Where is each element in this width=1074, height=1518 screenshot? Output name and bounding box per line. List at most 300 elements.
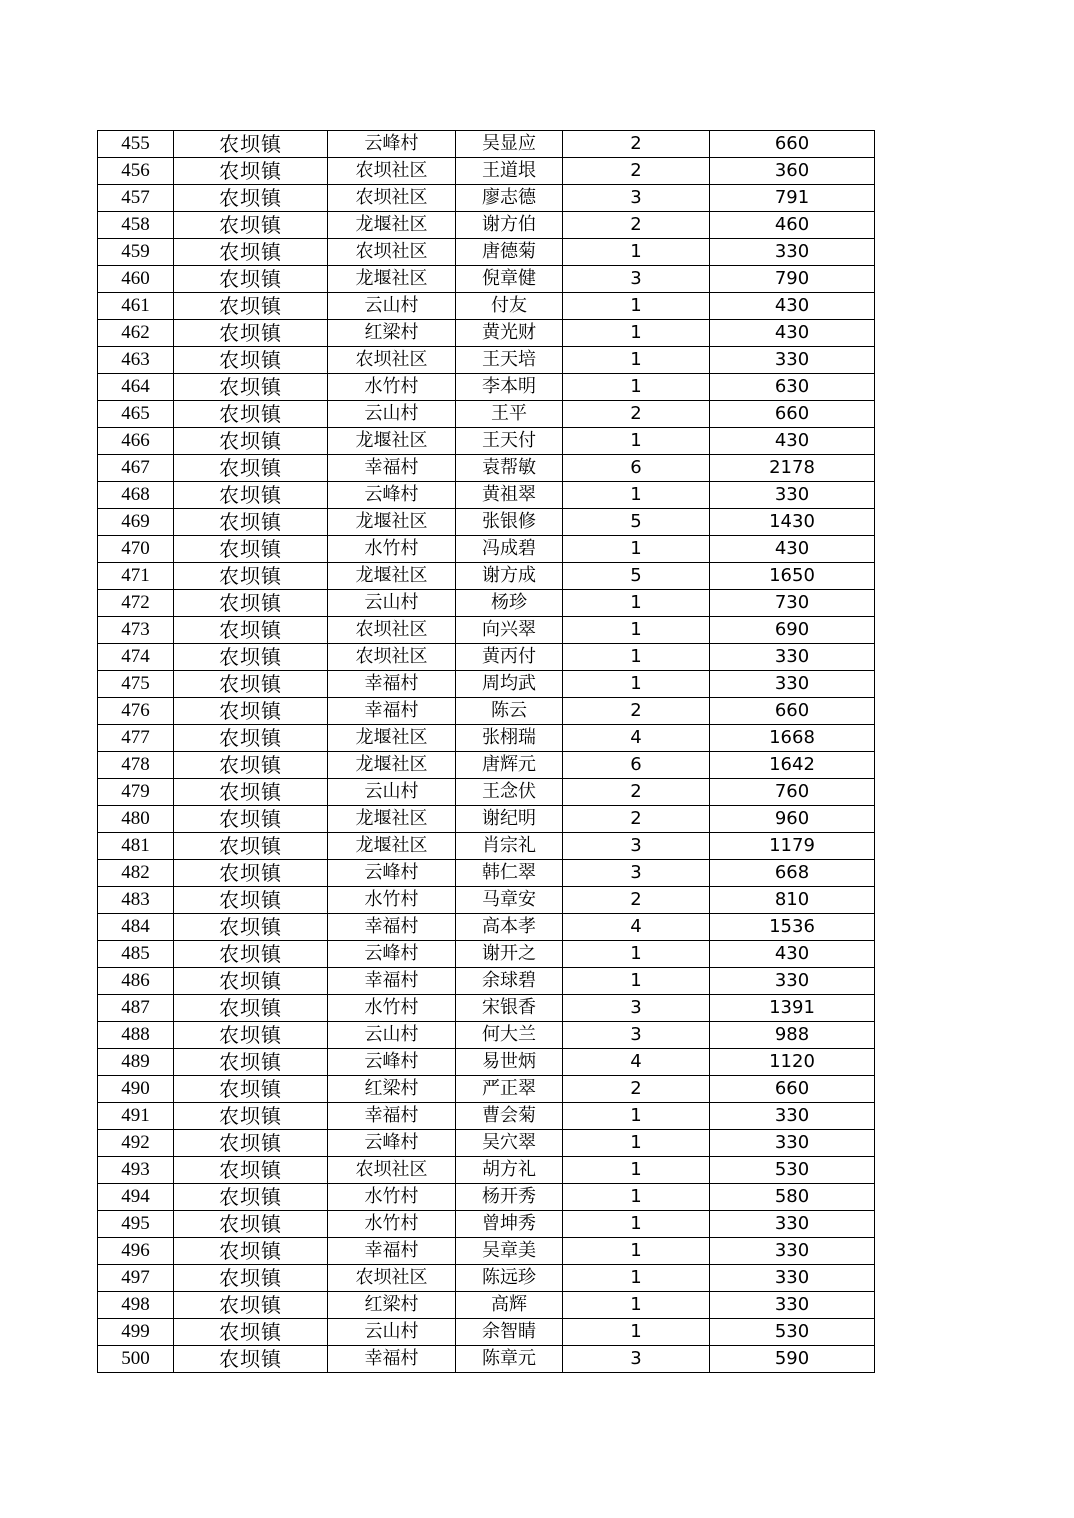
table-row xyxy=(98,1022,875,1049)
row-number-cell: 457 xyxy=(98,185,174,212)
amount-cell: 330 xyxy=(710,968,875,995)
household-count-cell: 1 xyxy=(563,1265,710,1292)
table-row xyxy=(98,1130,875,1157)
amount-cell: 668 xyxy=(710,860,875,887)
village-cell: 龙堰社区 xyxy=(328,428,456,455)
table-row xyxy=(98,293,875,320)
village-cell: 水竹村 xyxy=(328,995,456,1022)
village-cell: 农坝社区 xyxy=(328,239,456,266)
row-number-cell: 455 xyxy=(98,131,174,158)
village-cell: 幸福村 xyxy=(328,455,456,482)
town-cell: 农坝镇 xyxy=(174,212,328,239)
name-cell: 李本明 xyxy=(456,374,563,401)
roster-table-body xyxy=(98,131,875,1373)
row-number-cell: 484 xyxy=(98,914,174,941)
table-row xyxy=(98,266,875,293)
name-cell: 马章安 xyxy=(456,887,563,914)
name-cell: 吴章美 xyxy=(456,1238,563,1265)
village-cell: 水竹村 xyxy=(328,374,456,401)
name-cell: 余智睛 xyxy=(456,1319,563,1346)
name-cell: 谢开之 xyxy=(456,941,563,968)
row-number-cell: 477 xyxy=(98,725,174,752)
table-row xyxy=(98,428,875,455)
name-cell: 余球碧 xyxy=(456,968,563,995)
village-cell: 水竹村 xyxy=(328,1211,456,1238)
name-cell: 王天付 xyxy=(456,428,563,455)
amount-cell: 760 xyxy=(710,779,875,806)
amount-cell: 1120 xyxy=(710,1049,875,1076)
town-cell: 农坝镇 xyxy=(174,239,328,266)
name-cell: 黄光财 xyxy=(456,320,563,347)
town-cell: 农坝镇 xyxy=(174,1049,328,1076)
row-number-cell: 459 xyxy=(98,239,174,266)
village-cell: 农坝社区 xyxy=(328,185,456,212)
town-cell: 农坝镇 xyxy=(174,1157,328,1184)
name-cell: 韩仁翠 xyxy=(456,860,563,887)
household-count-cell: 1 xyxy=(563,293,710,320)
row-number-cell: 463 xyxy=(98,347,174,374)
row-number-cell: 474 xyxy=(98,644,174,671)
row-number-cell: 498 xyxy=(98,1292,174,1319)
village-cell: 幸福村 xyxy=(328,671,456,698)
row-number-cell: 490 xyxy=(98,1076,174,1103)
amount-cell: 730 xyxy=(710,590,875,617)
table-row xyxy=(98,347,875,374)
household-count-cell: 1 xyxy=(563,1319,710,1346)
amount-cell: 430 xyxy=(710,536,875,563)
table-row xyxy=(98,1076,875,1103)
town-cell: 农坝镇 xyxy=(174,563,328,590)
table-row xyxy=(98,1238,875,1265)
amount-cell: 580 xyxy=(710,1184,875,1211)
village-cell: 红梁村 xyxy=(328,1292,456,1319)
name-cell: 谢纪明 xyxy=(456,806,563,833)
name-cell: 谢方成 xyxy=(456,563,563,590)
table-row xyxy=(98,698,875,725)
household-count-cell: 1 xyxy=(563,320,710,347)
village-cell: 农坝社区 xyxy=(328,1265,456,1292)
row-number-cell: 462 xyxy=(98,320,174,347)
row-number-cell: 497 xyxy=(98,1265,174,1292)
name-cell: 谢方伯 xyxy=(456,212,563,239)
row-number-cell: 472 xyxy=(98,590,174,617)
town-cell: 农坝镇 xyxy=(174,1130,328,1157)
name-cell: 陈远珍 xyxy=(456,1265,563,1292)
amount-cell: 660 xyxy=(710,698,875,725)
amount-cell: 1391 xyxy=(710,995,875,1022)
town-cell: 农坝镇 xyxy=(174,833,328,860)
amount-cell: 590 xyxy=(710,1346,875,1373)
name-cell: 杨珍 xyxy=(456,590,563,617)
name-cell: 高本孝 xyxy=(456,914,563,941)
row-number-cell: 481 xyxy=(98,833,174,860)
roster-table xyxy=(97,130,875,1373)
row-number-cell: 492 xyxy=(98,1130,174,1157)
village-cell: 农坝社区 xyxy=(328,617,456,644)
row-number-cell: 495 xyxy=(98,1211,174,1238)
amount-cell: 430 xyxy=(710,320,875,347)
table-row xyxy=(98,671,875,698)
table-row xyxy=(98,779,875,806)
town-cell: 农坝镇 xyxy=(174,1292,328,1319)
row-number-cell: 471 xyxy=(98,563,174,590)
household-count-cell: 1 xyxy=(563,482,710,509)
amount-cell: 330 xyxy=(710,1130,875,1157)
town-cell: 农坝镇 xyxy=(174,698,328,725)
household-count-cell: 1 xyxy=(563,941,710,968)
town-cell: 农坝镇 xyxy=(174,725,328,752)
row-number-cell: 479 xyxy=(98,779,174,806)
row-number-cell: 491 xyxy=(98,1103,174,1130)
amount-cell: 630 xyxy=(710,374,875,401)
row-number-cell: 469 xyxy=(98,509,174,536)
table-row xyxy=(98,509,875,536)
household-count-cell: 3 xyxy=(563,833,710,860)
household-count-cell: 1 xyxy=(563,239,710,266)
household-count-cell: 1 xyxy=(563,374,710,401)
village-cell: 云山村 xyxy=(328,590,456,617)
row-number-cell: 473 xyxy=(98,617,174,644)
table-row xyxy=(98,1184,875,1211)
row-number-cell: 500 xyxy=(98,1346,174,1373)
name-cell: 严正翠 xyxy=(456,1076,563,1103)
amount-cell: 1642 xyxy=(710,752,875,779)
household-count-cell: 1 xyxy=(563,1184,710,1211)
row-number-cell: 468 xyxy=(98,482,174,509)
table-row xyxy=(98,536,875,563)
village-cell: 龙堰社区 xyxy=(328,266,456,293)
town-cell: 农坝镇 xyxy=(174,536,328,563)
village-cell: 农坝社区 xyxy=(328,644,456,671)
amount-cell: 330 xyxy=(710,671,875,698)
household-count-cell: 3 xyxy=(563,995,710,1022)
village-cell: 龙堰社区 xyxy=(328,833,456,860)
town-cell: 农坝镇 xyxy=(174,941,328,968)
table-row xyxy=(98,914,875,941)
name-cell: 唐辉元 xyxy=(456,752,563,779)
household-count-cell: 1 xyxy=(563,590,710,617)
table-row xyxy=(98,995,875,1022)
row-number-cell: 461 xyxy=(98,293,174,320)
table-row xyxy=(98,185,875,212)
household-count-cell: 1 xyxy=(563,1103,710,1130)
village-cell: 云峰村 xyxy=(328,1130,456,1157)
town-cell: 农坝镇 xyxy=(174,968,328,995)
name-cell: 周均武 xyxy=(456,671,563,698)
row-number-cell: 480 xyxy=(98,806,174,833)
household-count-cell: 5 xyxy=(563,509,710,536)
amount-cell: 330 xyxy=(710,482,875,509)
name-cell: 王道垠 xyxy=(456,158,563,185)
amount-cell: 810 xyxy=(710,887,875,914)
village-cell: 幸福村 xyxy=(328,1346,456,1373)
table-row xyxy=(98,1292,875,1319)
household-count-cell: 1 xyxy=(563,1238,710,1265)
row-number-cell: 486 xyxy=(98,968,174,995)
row-number-cell: 496 xyxy=(98,1238,174,1265)
row-number-cell: 456 xyxy=(98,158,174,185)
table-row xyxy=(98,725,875,752)
household-count-cell: 4 xyxy=(563,1049,710,1076)
name-cell: 吴穴翠 xyxy=(456,1130,563,1157)
table-row xyxy=(98,158,875,185)
table-row xyxy=(98,617,875,644)
village-cell: 云山村 xyxy=(328,1022,456,1049)
amount-cell: 330 xyxy=(710,1211,875,1238)
village-cell: 水竹村 xyxy=(328,536,456,563)
household-count-cell: 1 xyxy=(563,671,710,698)
table-row xyxy=(98,1346,875,1373)
name-cell: 陈章元 xyxy=(456,1346,563,1373)
household-count-cell: 6 xyxy=(563,455,710,482)
name-cell: 黄丙付 xyxy=(456,644,563,671)
amount-cell: 988 xyxy=(710,1022,875,1049)
row-number-cell: 499 xyxy=(98,1319,174,1346)
household-count-cell: 3 xyxy=(563,1022,710,1049)
row-number-cell: 493 xyxy=(98,1157,174,1184)
town-cell: 农坝镇 xyxy=(174,995,328,1022)
town-cell: 农坝镇 xyxy=(174,131,328,158)
town-cell: 农坝镇 xyxy=(174,1238,328,1265)
town-cell: 农坝镇 xyxy=(174,374,328,401)
name-cell: 何大兰 xyxy=(456,1022,563,1049)
table-row xyxy=(98,1211,875,1238)
name-cell: 黄祖翠 xyxy=(456,482,563,509)
village-cell: 龙堰社区 xyxy=(328,806,456,833)
village-cell: 幸福村 xyxy=(328,698,456,725)
village-cell: 云山村 xyxy=(328,401,456,428)
household-count-cell: 2 xyxy=(563,212,710,239)
name-cell: 冯成碧 xyxy=(456,536,563,563)
amount-cell: 790 xyxy=(710,266,875,293)
village-cell: 红梁村 xyxy=(328,320,456,347)
village-cell: 幸福村 xyxy=(328,1103,456,1130)
household-count-cell: 3 xyxy=(563,860,710,887)
amount-cell: 430 xyxy=(710,428,875,455)
row-number-cell: 482 xyxy=(98,860,174,887)
village-cell: 红梁村 xyxy=(328,1076,456,1103)
table-row xyxy=(98,374,875,401)
row-number-cell: 478 xyxy=(98,752,174,779)
town-cell: 农坝镇 xyxy=(174,1076,328,1103)
table-row xyxy=(98,644,875,671)
amount-cell: 1668 xyxy=(710,725,875,752)
town-cell: 农坝镇 xyxy=(174,1319,328,1346)
amount-cell: 360 xyxy=(710,158,875,185)
table-row xyxy=(98,320,875,347)
table-row xyxy=(98,752,875,779)
village-cell: 云峰村 xyxy=(328,131,456,158)
town-cell: 农坝镇 xyxy=(174,617,328,644)
household-count-cell: 2 xyxy=(563,131,710,158)
row-number-cell: 464 xyxy=(98,374,174,401)
row-number-cell: 466 xyxy=(98,428,174,455)
name-cell: 杨开秀 xyxy=(456,1184,563,1211)
row-number-cell: 467 xyxy=(98,455,174,482)
name-cell: 唐德菊 xyxy=(456,239,563,266)
amount-cell: 1430 xyxy=(710,509,875,536)
row-number-cell: 470 xyxy=(98,536,174,563)
town-cell: 农坝镇 xyxy=(174,752,328,779)
amount-cell: 430 xyxy=(710,941,875,968)
table-row xyxy=(98,131,875,158)
village-cell: 龙堰社区 xyxy=(328,563,456,590)
town-cell: 农坝镇 xyxy=(174,320,328,347)
amount-cell: 960 xyxy=(710,806,875,833)
table-row xyxy=(98,1265,875,1292)
village-cell: 云山村 xyxy=(328,293,456,320)
village-cell: 水竹村 xyxy=(328,1184,456,1211)
household-count-cell: 1 xyxy=(563,1157,710,1184)
town-cell: 农坝镇 xyxy=(174,779,328,806)
amount-cell: 330 xyxy=(710,1292,875,1319)
table-row xyxy=(98,590,875,617)
town-cell: 农坝镇 xyxy=(174,428,328,455)
row-number-cell: 475 xyxy=(98,671,174,698)
town-cell: 农坝镇 xyxy=(174,347,328,374)
table-row xyxy=(98,482,875,509)
name-cell: 曾坤秀 xyxy=(456,1211,563,1238)
village-cell: 水竹村 xyxy=(328,887,456,914)
name-cell: 王平 xyxy=(456,401,563,428)
amount-cell: 2178 xyxy=(710,455,875,482)
village-cell: 幸福村 xyxy=(328,914,456,941)
village-cell: 云峰村 xyxy=(328,1049,456,1076)
name-cell: 吴显应 xyxy=(456,131,563,158)
row-number-cell: 460 xyxy=(98,266,174,293)
town-cell: 农坝镇 xyxy=(174,1184,328,1211)
household-count-cell: 1 xyxy=(563,428,710,455)
amount-cell: 660 xyxy=(710,1076,875,1103)
household-count-cell: 3 xyxy=(563,266,710,293)
town-cell: 农坝镇 xyxy=(174,1265,328,1292)
village-cell: 龙堰社区 xyxy=(328,509,456,536)
household-count-cell: 5 xyxy=(563,563,710,590)
town-cell: 农坝镇 xyxy=(174,590,328,617)
town-cell: 农坝镇 xyxy=(174,509,328,536)
town-cell: 农坝镇 xyxy=(174,455,328,482)
name-cell: 向兴翠 xyxy=(456,617,563,644)
name-cell: 陈云 xyxy=(456,698,563,725)
household-count-cell: 1 xyxy=(563,347,710,374)
table-row xyxy=(98,1157,875,1184)
town-cell: 农坝镇 xyxy=(174,1346,328,1373)
village-cell: 龙堰社区 xyxy=(328,212,456,239)
name-cell: 肖宗礼 xyxy=(456,833,563,860)
village-cell: 云峰村 xyxy=(328,860,456,887)
row-number-cell: 483 xyxy=(98,887,174,914)
amount-cell: 330 xyxy=(710,644,875,671)
household-count-cell: 2 xyxy=(563,401,710,428)
household-count-cell: 1 xyxy=(563,644,710,671)
household-count-cell: 3 xyxy=(563,1346,710,1373)
household-count-cell: 4 xyxy=(563,914,710,941)
village-cell: 幸福村 xyxy=(328,1238,456,1265)
table-row xyxy=(98,1049,875,1076)
table-row xyxy=(98,401,875,428)
name-cell: 袁帮敏 xyxy=(456,455,563,482)
name-cell: 廖志德 xyxy=(456,185,563,212)
town-cell: 农坝镇 xyxy=(174,401,328,428)
amount-cell: 1179 xyxy=(710,833,875,860)
household-count-cell: 2 xyxy=(563,887,710,914)
row-number-cell: 465 xyxy=(98,401,174,428)
town-cell: 农坝镇 xyxy=(174,914,328,941)
household-count-cell: 2 xyxy=(563,158,710,185)
row-number-cell: 494 xyxy=(98,1184,174,1211)
table-row xyxy=(98,239,875,266)
table-row xyxy=(98,563,875,590)
table-row xyxy=(98,1103,875,1130)
name-cell: 付友 xyxy=(456,293,563,320)
town-cell: 农坝镇 xyxy=(174,185,328,212)
household-count-cell: 2 xyxy=(563,1076,710,1103)
household-count-cell: 6 xyxy=(563,752,710,779)
town-cell: 农坝镇 xyxy=(174,1103,328,1130)
table-row xyxy=(98,1319,875,1346)
amount-cell: 430 xyxy=(710,293,875,320)
household-count-cell: 2 xyxy=(563,806,710,833)
name-cell: 张银修 xyxy=(456,509,563,536)
amount-cell: 330 xyxy=(710,239,875,266)
amount-cell: 660 xyxy=(710,131,875,158)
row-number-cell: 489 xyxy=(98,1049,174,1076)
row-number-cell: 487 xyxy=(98,995,174,1022)
table-row xyxy=(98,941,875,968)
table-row xyxy=(98,806,875,833)
town-cell: 农坝镇 xyxy=(174,1211,328,1238)
village-cell: 云山村 xyxy=(328,779,456,806)
village-cell: 农坝社区 xyxy=(328,1157,456,1184)
name-cell: 倪章健 xyxy=(456,266,563,293)
household-count-cell: 2 xyxy=(563,698,710,725)
village-cell: 龙堰社区 xyxy=(328,752,456,779)
row-number-cell: 485 xyxy=(98,941,174,968)
amount-cell: 530 xyxy=(710,1157,875,1184)
amount-cell: 330 xyxy=(710,1265,875,1292)
amount-cell: 791 xyxy=(710,185,875,212)
village-cell: 云山村 xyxy=(328,1319,456,1346)
town-cell: 农坝镇 xyxy=(174,671,328,698)
town-cell: 农坝镇 xyxy=(174,887,328,914)
table-row xyxy=(98,968,875,995)
row-number-cell: 458 xyxy=(98,212,174,239)
amount-cell: 660 xyxy=(710,401,875,428)
town-cell: 农坝镇 xyxy=(174,1022,328,1049)
row-number-cell: 488 xyxy=(98,1022,174,1049)
name-cell: 张栩瑞 xyxy=(456,725,563,752)
village-cell: 幸福村 xyxy=(328,968,456,995)
town-cell: 农坝镇 xyxy=(174,806,328,833)
amount-cell: 330 xyxy=(710,1103,875,1130)
household-count-cell: 1 xyxy=(563,1130,710,1157)
name-cell: 曹会菊 xyxy=(456,1103,563,1130)
row-number-cell: 476 xyxy=(98,698,174,725)
amount-cell: 330 xyxy=(710,1238,875,1265)
town-cell: 农坝镇 xyxy=(174,644,328,671)
household-count-cell: 1 xyxy=(563,536,710,563)
name-cell: 王念伏 xyxy=(456,779,563,806)
table-row xyxy=(98,860,875,887)
amount-cell: 530 xyxy=(710,1319,875,1346)
village-cell: 农坝社区 xyxy=(328,158,456,185)
amount-cell: 460 xyxy=(710,212,875,239)
name-cell: 胡方礼 xyxy=(456,1157,563,1184)
amount-cell: 690 xyxy=(710,617,875,644)
household-count-cell: 4 xyxy=(563,725,710,752)
household-count-cell: 1 xyxy=(563,1292,710,1319)
household-count-cell: 2 xyxy=(563,779,710,806)
